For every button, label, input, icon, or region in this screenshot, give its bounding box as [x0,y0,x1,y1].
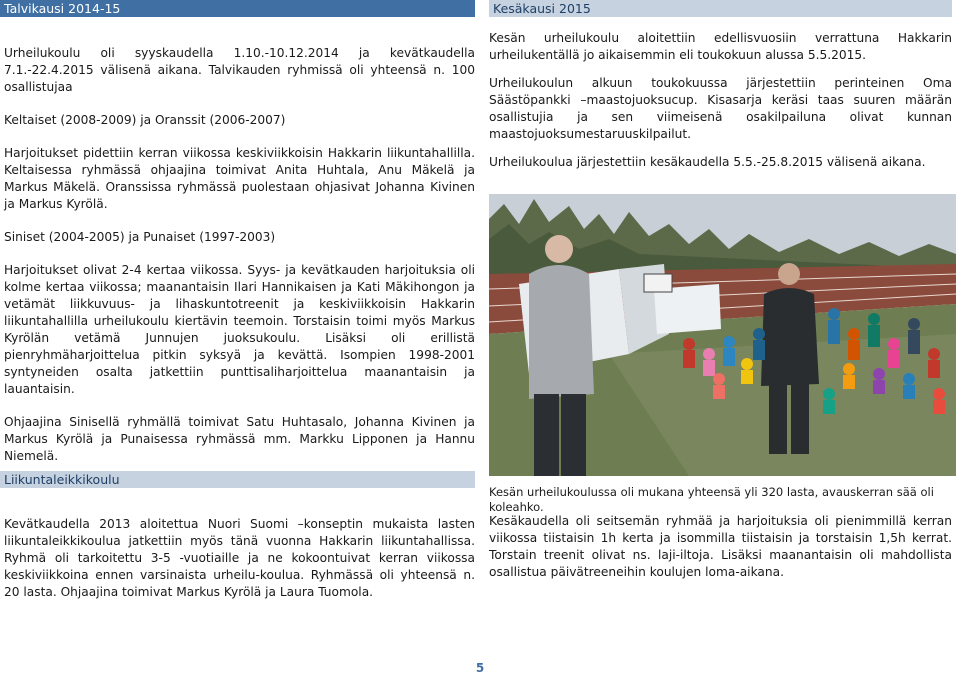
liikuntaleikkikoulu-section [0,471,475,601]
ohjaajat-text: Ohjaajina Sinisellä ryhmällä toimivat Satu Huhtasalo, Johanna Kivinen ja Markus Kyrölä ja Punaisessa ryhmässä mm. Markku Lipponen ja Hannu Niemelä. [4,415,475,463]
photo-caption: Kesän urheilukoulussa oli mukana yhteensä yli 320 lasta, avauskerran sää oli koleahko. [489,485,934,514]
keltaiset-oranssit-heading: Keltaiset (2008-2009) ja Oranssit (2006-2007) [4,113,286,127]
liikuntaleikkikoulu-text: Kevätkaudella 2013 aloitettua Nuori Suomi –konseptin mukaista lasten liikuntaleikkikoulua jatkettiin myös tänä vuonna Hakkarin liikuntahallissa. Ryhmä oli tarkoitettu 3-5 -vuotiaille ja ne kokoontuivat kerran viikossa keskiviikkoina ennen varsinaista urheilu-koulua. Ryhmässä oli yhteensä n. 20 lasta. Ohjaajina toimivat Markus Kyrölä ja Laura Tuomola. [4,517,475,599]
talvikausi-header: Talvikausi 2014-15 [0,0,475,17]
maastojuoksucup-text: Urheilukoulun alkuun toukokuussa järjestettiin perinteinen Oma Säästöpankki –maastojuoksucup. Kisasarja keräsi taas suuren määrän osallistujia ja sen viimeisenä osakilpailuna olivat kunnan maastojuoksumestaruuskilpailut. [489,76,952,141]
kesakausi-groups-text: Kesäkaudella oli seitsemän ryhmää ja harjoituksia oli pienimmillä kerran viikossa tiistaisin 1h kerta ja isommilla tiistaisin ja torstaisin 1,5h kerrat. Torstain treenit olivat ns. laji-iltoja. Lisäksi maanantaisin oli mahdollista osallistua päivätreeneihin koulujen loma-aikana. [489,514,952,579]
siniset-punaiset-text: Harjoitukset olivat 2-4 kertaa viikossa. Syys- ja kevätkauden harjoituksia oli kolme kertaa viikossa; maanantaisin Ilari Hannikaisen ja Kati Mäkihongon ja vetämät liikkuvuus- ja lihaskuntotreenit ja keskiviikkoisin Hakkarin liikuntahallilla urheilukoulu kiertävin teemoin. Torstaisin toimi myös Markus Kyrölän vetämä Junnujen juoksukoulu. Lisäksi oli erillistä pienryhmäharjoittelua pitkin syksyä ja kevättä. Isompien 1998-2001 syntyneiden osalta jatkettiin punttisaliharjoittelua maanantaisin ja lauantaisin. [4,263,475,396]
urheilukoulu-photo [489,194,956,476]
photo-illustration [489,194,956,476]
talvikausi-section [0,0,475,465]
talvikausi-intro: Urheilukoulu oli syyskaudella 1.10.-10.12.2014 ja kevätkaudella 7.1.-22.4.2015 välisenä aikana. Talvikauden ryhmissä oli yhteensä n. 100 osallistujaa [4,46,475,94]
keltaiset-oranssit-text: Harjoitukset pidettiin kerran viikossa keskiviikkoisin Hakkarin liikuntahallilla. Keltaisessa ryhmässä ohjaajina toimivat Anita Huhtala, Anu Mäkelä ja Markus Mäkelä. Oranssissa ryhmässä puolestaan ohjasivat Johanna Kivinen ja Markus Kyrölä. [4,146,475,211]
kesakausi-intro: Kesän urheilukoulu aloitettiin edellisvuosiin verrattuna Hakkarin urheilukentällä jo aikaisemmin eli toukokuun alussa 5.5.2015. [489,31,952,62]
page-number: 5 [475,661,485,675]
kesakausi-section [489,0,952,171]
liikuntaleikkikoulu-header: Liikuntaleikkikoulu [0,471,475,488]
siniset-punaiset-heading: Siniset (2004-2005) ja Punaiset (1997-2003) [4,230,276,244]
kesakausi-groups-section [489,513,952,581]
kesakausi-dates: Urheilukoulua järjestettiin kesäkaudella 5.5.-25.8.2015 välisenä aikana. [489,155,926,169]
kesakausi-header: Kesäkausi 2015 [489,0,952,17]
